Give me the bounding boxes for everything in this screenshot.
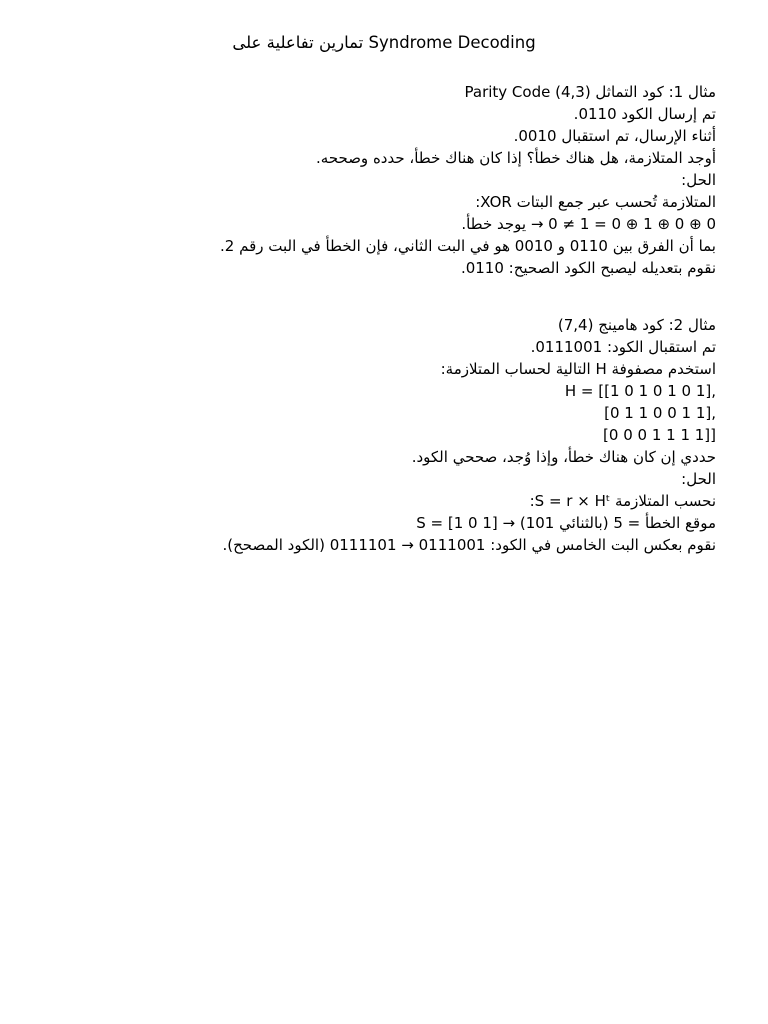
example-2-line: استخدم مصفوفة H التالية لحساب المتلازمة:	[440, 360, 716, 378]
matrix-row-2: [0 1 1 0 0 1 1],	[604, 404, 716, 422]
example-2-line: حددي إن كان هناك خطأ، وإذا وُجد، صححي الكود.	[411, 448, 716, 466]
example-1-equation: 0 ⊕ 0 ⊕ 1 ⊕ 0 = 1 ≠ 0 → يوجد خطأ.	[461, 215, 716, 233]
example-1-heading: مثال 1: كود التماثل (4,3) Parity Code	[464, 83, 716, 101]
example-1-line: تم إرسال الكود 0110.	[573, 105, 716, 123]
example-2-equation: S = [1 0 1] → موقع الخطأ = 5 (بالثنائي 101)	[416, 514, 716, 532]
example-1-line: المتلازمة تُحسب عبر جمع البتات XOR:	[475, 193, 716, 211]
example-2-line: تم استقبال الكود: 0111001.	[530, 338, 716, 356]
example-1-line: بما أن الفرق بين 0110 و 0010 هو في البت الثاني، فإن الخطأ في البت رقم 2.	[219, 237, 716, 255]
example-1-line: أثناء الإرسال، تم استقبال 0010.	[513, 127, 716, 145]
matrix-row-3: [0 0 0 1 1 1 1]]	[603, 426, 716, 444]
example-2-solution-label: الحل:	[681, 470, 716, 488]
example-1-line: أوجد المتلازمة، هل هناك خطأ؟ إذا كان هناك خطأ، حدده وصححه.	[316, 149, 716, 167]
example-2-line: نحسب المتلازمة S = r × Hᵗ:	[529, 492, 716, 510]
example-2-line: نقوم بعكس البت الخامس في الكود: 0111001 → 0111101 (الكود المصحح).	[222, 536, 716, 554]
example-1-solution-label: الحل:	[681, 171, 716, 189]
page-title: تمارين تفاعلية على Syndrome Decoding	[232, 33, 536, 52]
example-2	[36, 314, 716, 556]
example-2-heading: مثال 2: كود هامينج (7,4)	[557, 316, 716, 334]
matrix-row-1: H = [[1 0 1 0 1 0 1],	[564, 382, 716, 400]
example-1-line: نقوم بتعديله ليصبح الكود الصحيح: 0110.	[460, 259, 716, 277]
example-1	[36, 81, 716, 279]
